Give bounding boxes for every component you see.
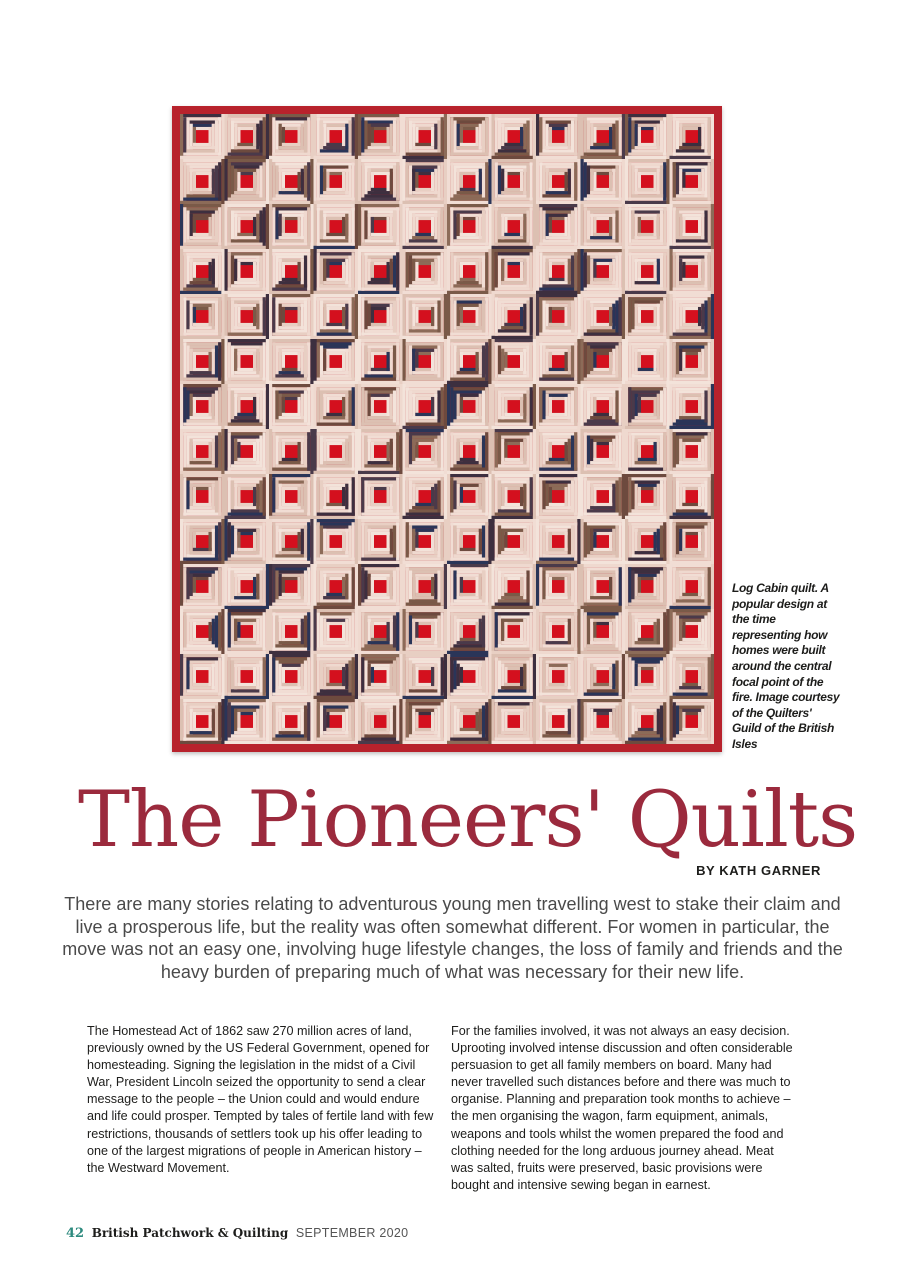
quilt-illustration bbox=[172, 106, 722, 752]
quilt-photo bbox=[172, 106, 722, 752]
page-footer bbox=[66, 1225, 408, 1241]
standfirst: There are many stories relating to adventurous young men travelling west to stake their claim and live a prosperous life, but the reality was often somewhat different. For women in particular, the move was not an easy one, involving huge lifestyle changes, the loss of family and friends and the heavy burden of preparing much of what was necessary for their new life. bbox=[62, 894, 843, 982]
image-caption: Log Cabin quilt. A popular design at the time representing how homes were built around the central focal point of the fire. Image courtesy of the Quilters' Guild of the British Isles bbox=[732, 581, 840, 751]
body-column-right: For the families involved, it was not always an easy decision. Uprooting involved intense discussion and often considerable persuasion to get all family members on board. Many had never travelled such distances before and there was much to organise. Planning and preparation took months to achieve – the men organising the wagon, farm equipment, animals, weapons and tools whilst the women prepared the food and clothing needed for the long arduous journey ahead. Meat was salted, fruits were preserved, basic provisions were bought and intensive sewing began in earnest. bbox=[451, 1024, 793, 1192]
byline: BY KATH GARNER bbox=[696, 863, 821, 878]
magazine-name: British Patchwork & Quilting bbox=[91, 1226, 289, 1240]
page-number: 42 bbox=[66, 1226, 85, 1241]
article-title: The Pioneers' Quilts bbox=[78, 775, 858, 865]
body-column-left: The Homestead Act of 1862 saw 270 million acres of land, previously owned by the US Federal Government, opened for homesteading. Signing the legislation in the midst of a Civil War, President Lincoln seized the opportunity to send a clear message to the people – the Union could and would endure and life could prosper. Tempted by tales of fertile land with few restrictions, thousands of settlers took up his offer leading to one of the largest migrations of people in American history – the Westward Movement. bbox=[87, 1024, 434, 1175]
issue-date: SEPTEMBER 2020 bbox=[295, 1226, 409, 1240]
